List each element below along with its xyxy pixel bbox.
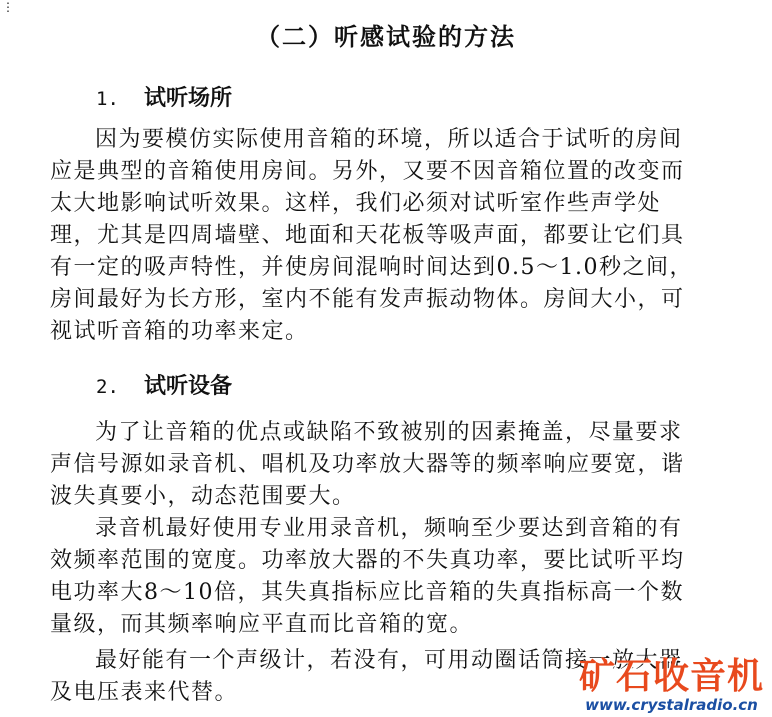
section-1-line: 因为要模仿实际使用音箱的环境，所以适合于试听的房间 bbox=[95, 127, 683, 152]
section-1-line: 有一定的吸声特性，并使房间混响时间达到0.5～1.0秒之间， bbox=[50, 255, 693, 280]
section-1-line: 视试听音箱的功率来定。 bbox=[50, 319, 309, 344]
section-1-line: 应是典型的音箱使用房间。另外，又要不因音箱位置的改变而 bbox=[50, 159, 685, 184]
section-2-line: 最好能有一个声级计，若没有，可用动圈话筒接一放大器 bbox=[95, 648, 683, 673]
section-2-line: 为了让音箱的优点或缺陷不致被别的因素掩盖，尽量要求 bbox=[95, 420, 683, 445]
section-2-line: 录音机最好使用专业用录音机，频响至少要达到音箱的有 bbox=[95, 516, 683, 541]
section-2-line: 波失真要小，动态范围要大。 bbox=[50, 484, 356, 509]
section-1-number: 1. bbox=[96, 88, 119, 110]
section-1-line: 太大地影响试听效果。这样，我们必须对试听室作些声学处 bbox=[50, 191, 662, 216]
corner-mark: ⋮ bbox=[2, 0, 14, 14]
section-1-line: 理，尤其是四周墙壁、地面和天花板等吸声面，都要让它们具 bbox=[50, 223, 685, 248]
section-2-line: 量级，而其频率响应平直而比音箱的宽。 bbox=[50, 612, 474, 637]
watermark-logo-text: 矿石收音机 bbox=[578, 656, 764, 697]
section-2-line: 声信号源如录音机、唱机及功率放大器等的频率响应要宽，谐 bbox=[50, 452, 685, 477]
watermark-logo bbox=[579, 657, 764, 713]
section-2-line: 效频率范围的宽度。功率放大器的不失真功率，要比试听平均 bbox=[50, 548, 685, 573]
section-2-line: 电功率大8～10倍，其失真指标应比音箱的失真指标高一个数 bbox=[50, 580, 684, 605]
page-title: （二）听感试验的方法 bbox=[256, 22, 516, 51]
section-1-heading bbox=[96, 84, 232, 113]
section-1-line: 房间最好为长方形，室内不能有发声振动物体。房间大小，可 bbox=[50, 287, 685, 312]
section-2-line: 及电压表来代替。 bbox=[50, 680, 239, 705]
section-2-number: 2. bbox=[96, 376, 119, 398]
section-2-heading bbox=[96, 372, 232, 401]
section-1-title: 试听场所 bbox=[144, 85, 233, 111]
section-2-title: 试听设备 bbox=[144, 373, 233, 399]
watermark-url: www.crystalradio.cn bbox=[585, 696, 758, 714]
